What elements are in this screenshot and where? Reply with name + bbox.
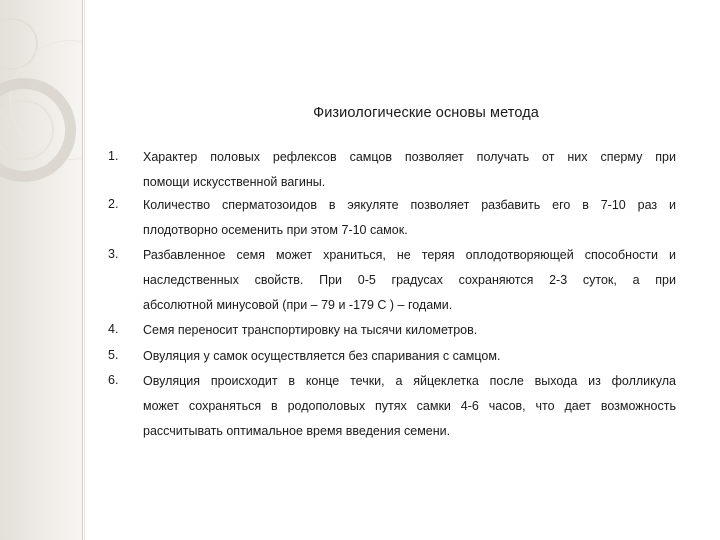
- decorative-side-panel: [0, 0, 82, 540]
- list-item-number: 6.: [108, 373, 119, 387]
- list-item-number: 5.: [108, 348, 119, 362]
- list-item-text: [143, 318, 676, 343]
- slide-title: Физиологические основы метода: [313, 105, 539, 121]
- side-divider-line: [82, 0, 83, 540]
- text-line: рассчитывать оптимальное время введения семени.: [143, 424, 451, 438]
- text-line: Характер половых рефлексов самцов позволяет получать от них сперму при: [143, 150, 676, 164]
- text-line: помощи искусственной вагины.: [143, 175, 326, 189]
- text-line: Овуляция у самок осуществляется без спаривания с самцом.: [143, 349, 501, 363]
- list-item-text: [143, 243, 676, 318]
- list-item-number: 4.: [108, 322, 119, 336]
- list-item-text: [143, 145, 676, 195]
- list-item-number: 3.: [108, 247, 119, 261]
- list-item-number: 2.: [108, 197, 119, 211]
- text-line: Разбавленное семя может храниться, не теряя оплодотворяющей способности и: [143, 248, 676, 262]
- text-line: может сохраняться в родополовых путях самки 4-6 часов, что дает возможность: [143, 399, 676, 413]
- text-line: Количество сперматозоидов в эякуляте позволяет разбавить его в 7-10 раз и: [143, 198, 676, 212]
- list-item-text: [143, 193, 676, 243]
- text-line: Семя переносит транспортировку на тысячи километров.: [143, 323, 478, 337]
- text-line: абсолютной минусовой (при – 79 и -179 С ) – годами.: [143, 298, 453, 312]
- text-line: плодотворно осеменить при этом 7-10 самок.: [143, 223, 408, 237]
- list-item-text: [143, 369, 676, 444]
- list-item-text: [143, 344, 676, 369]
- text-line: Овуляция происходит в конце течки, а яйцеклетка после выхода из фолликула: [143, 374, 676, 388]
- text-line: наследственных свойств. При 0-5 градусах сохраняются 2-3 суток, а при: [143, 273, 676, 287]
- list-item-number: 1.: [108, 149, 119, 163]
- side-divider-line-secondary: [84, 0, 85, 540]
- slide-content: [108, 0, 688, 540]
